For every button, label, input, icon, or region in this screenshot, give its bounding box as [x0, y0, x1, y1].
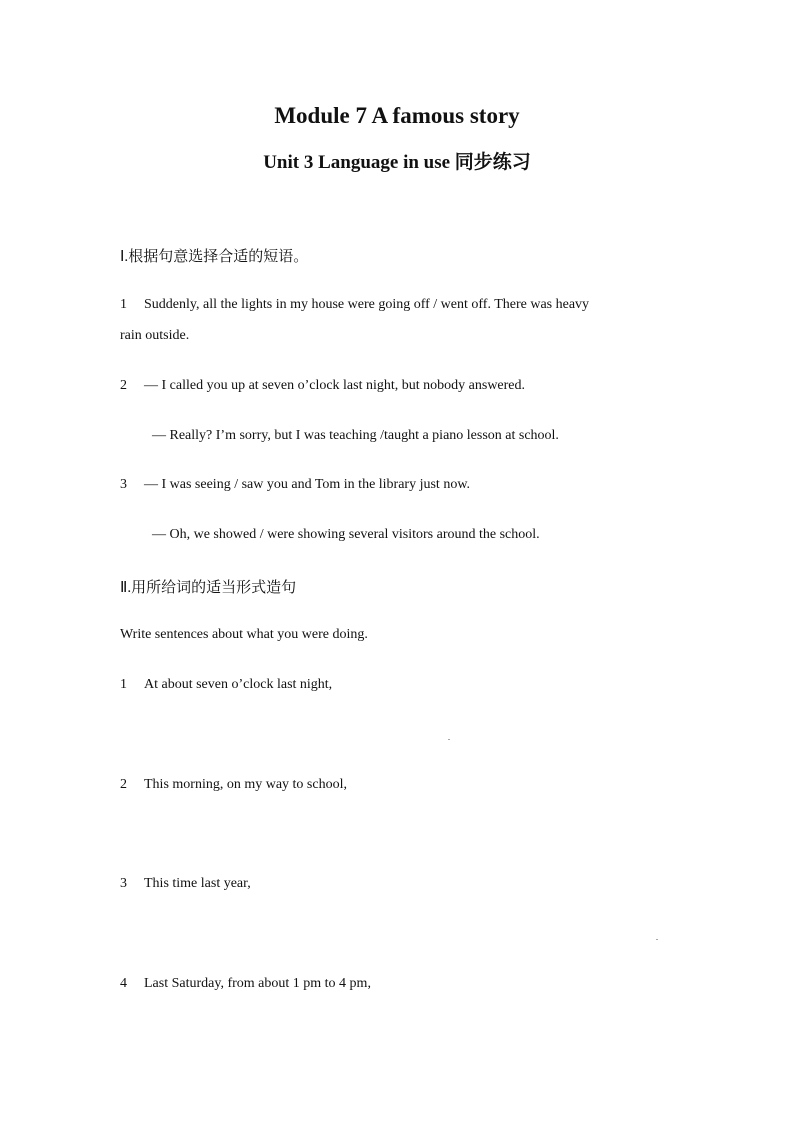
- item-number: 4: [120, 976, 127, 991]
- exercise-1-1-cont: rain outside.: [120, 328, 190, 343]
- item-number: 1: [120, 677, 127, 692]
- item-number: 3: [120, 477, 127, 492]
- page-subtitle: Unit 3 Language in use 同步练习: [263, 152, 531, 173]
- exercise-1-3: [120, 477, 470, 493]
- answer-line-mark: .: [656, 933, 658, 942]
- section-2-instruction: Write sentences about what you were doing.: [120, 627, 368, 642]
- item-question: — I was seeing / saw you and Tom in the library just now.: [144, 477, 471, 492]
- section-1-heading: [120, 245, 308, 266]
- item-question: — I called you up at seven o’clock last night, but nobody answered.: [144, 378, 526, 393]
- item-number: 1: [120, 297, 127, 312]
- answer-line-mark: .: [448, 733, 450, 742]
- exercise-1-2-answer: — Really? I’m sorry, but I was teaching /taught a piano lesson at school.: [152, 428, 559, 443]
- exercise-1-2: [120, 378, 525, 394]
- page-title: Module 7 A famous story: [274, 103, 520, 128]
- item-number: 2: [120, 777, 127, 792]
- item-text: At about seven o’clock last night,: [144, 677, 333, 692]
- section-1-title: 根据句意选择合适的短语。: [128, 247, 309, 265]
- item-text: Last Saturday, from about 1 pm to 4 pm,: [144, 976, 371, 991]
- section-2-heading: [120, 576, 296, 597]
- item-number: 2: [120, 378, 127, 393]
- exercise-2-4: [120, 976, 371, 992]
- exercise-1-3-answer: — Oh, we showed / were showing several visitors around the school.: [152, 527, 540, 542]
- item-text: This time last year,: [144, 876, 251, 891]
- item-text: This morning, on my way to school,: [144, 777, 347, 792]
- section-2-title: 用所给词的适当形式造句: [131, 578, 297, 596]
- exercise-2-3: [120, 876, 251, 892]
- section-1-label: Ⅰ.: [120, 249, 129, 265]
- exercise-2-2: [120, 777, 347, 793]
- item-text: Suddenly, all the lights in my house were going off / went off. There was heavy: [144, 297, 590, 312]
- exercise-1-1: [120, 297, 589, 313]
- item-number: 3: [120, 876, 127, 891]
- section-2-label: Ⅱ.: [120, 580, 132, 596]
- exercise-2-1: [120, 677, 332, 693]
